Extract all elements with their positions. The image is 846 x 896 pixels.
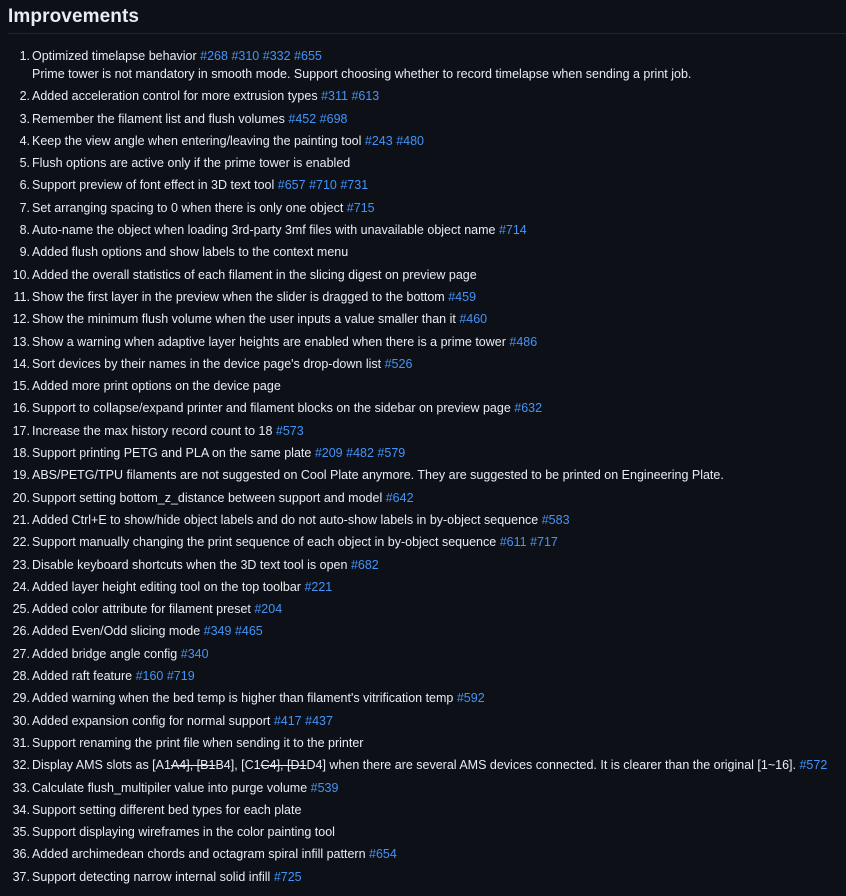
list-item (8, 734, 846, 752)
item-text: Auto-name the object when loading 3rd-party 3mf files with unavailable object name (32, 223, 496, 238)
issue-link[interactable]: #311 (321, 89, 348, 104)
item-text: Added color attribute for filament preset (32, 602, 251, 617)
issue-link[interactable]: #573 (275, 423, 304, 438)
item-number: 6. (19, 178, 30, 193)
issue-link[interactable]: #715 (346, 200, 375, 215)
item-text: Show the first layer in the preview when the slider is dragged to the bottom (32, 289, 445, 304)
issue-link[interactable]: #717 (530, 535, 558, 550)
issue-link[interactable]: #611 (499, 535, 527, 550)
item-text: Added flush options and show labels to the context menu (32, 245, 349, 260)
item-content (32, 801, 846, 819)
item-number: 1. (19, 49, 30, 63)
list-item (8, 756, 846, 774)
item-text: Sort devices by their names in the device page's drop-down list (32, 356, 382, 371)
item-text: Support manually changing the print sequence of each object in by-object sequence (32, 535, 497, 550)
list-item (8, 578, 846, 596)
item-content (32, 556, 846, 574)
item-text: Added bridge angle config (32, 646, 178, 661)
item-text: Show the minimum flush volume when the user inputs a value smaller than it (32, 312, 456, 327)
issue-link[interactable]: #243 (364, 133, 393, 148)
item-text: Calculate flush_multipiler value into purge volume (32, 780, 308, 795)
item-content (32, 756, 846, 774)
issue-link[interactable]: #486 (509, 334, 538, 349)
item-text: Show a warning when adaptive layer heights are enabled when there is a prime tower (32, 334, 506, 349)
list-item (8, 689, 846, 707)
item-text: D4] when there are several AMS devices connected. It is clearer than the original [1~16]. (306, 758, 796, 773)
issue-link[interactable]: #332 (262, 49, 291, 63)
item-text: Added warning when the bed temp is higher than filament's vitrification temp (32, 691, 454, 706)
issue-link[interactable]: #710 (309, 178, 337, 193)
issue-link[interactable]: #579 (377, 446, 406, 461)
list-item (8, 533, 846, 551)
item-content (32, 310, 846, 328)
issue-link[interactable]: #526 (384, 356, 413, 371)
item-content (32, 154, 846, 172)
issue-link[interactable]: #572 (799, 758, 828, 773)
item-number: 5. (19, 156, 30, 171)
item-text: Added more print options on the device page (32, 379, 281, 394)
item-content (32, 622, 846, 640)
item-content (32, 333, 846, 351)
list-item (8, 823, 846, 841)
item-content (32, 355, 846, 373)
list-item (8, 422, 846, 440)
item-content (32, 221, 846, 239)
item-number: 16. (12, 401, 30, 416)
item-text: Set arranging spacing to 0 when there is only one object (32, 200, 344, 215)
item-content (32, 734, 846, 752)
item-number: 22. (12, 535, 30, 550)
list-item (8, 310, 846, 328)
issue-link[interactable]: #209 (314, 446, 343, 461)
item-text: Added expansion config for normal support (32, 713, 271, 728)
item-content (32, 712, 846, 730)
list-item (8, 377, 846, 395)
issue-link[interactable]: #459 (448, 289, 477, 304)
item-number: 24. (12, 579, 30, 594)
list-item (8, 845, 846, 863)
item-text: Added raft feature (32, 669, 133, 684)
item-number: 20. (12, 490, 30, 505)
item-number: 23. (12, 557, 30, 572)
item-text: Added Even/Odd slicing mode (32, 624, 201, 639)
item-text: Added archimedean chords and octagram spiral infill pattern (32, 847, 366, 862)
list-item (8, 355, 846, 373)
item-content (32, 845, 846, 863)
item-text-struck: C4], [D1 (260, 758, 307, 773)
item-text: Support preview of font effect in 3D text tool (32, 178, 275, 193)
issue-link[interactable]: #452 (288, 111, 317, 126)
item-number: 12. (12, 312, 30, 327)
item-content (32, 667, 846, 685)
item-content (32, 533, 846, 551)
issue-link[interactable]: #632 (514, 401, 543, 416)
list-item (8, 489, 846, 507)
issue-link[interactable]: #654 (369, 847, 397, 862)
item-content (32, 132, 846, 150)
item-content (32, 489, 846, 507)
item-content (32, 87, 846, 105)
item-content (32, 399, 846, 417)
item-content (32, 377, 846, 395)
list-item (8, 712, 846, 730)
issue-link[interactable]: #592 (456, 691, 485, 706)
issue-link[interactable]: #714 (498, 223, 527, 238)
item-number: 35. (12, 825, 30, 840)
item-content (32, 422, 846, 440)
issue-link[interactable]: #437 (305, 713, 333, 728)
item-text: Increase the max history record count to 18 (32, 423, 273, 438)
list-item (8, 399, 846, 417)
item-number: 25. (12, 602, 30, 617)
item-content (32, 779, 846, 797)
item-number: 3. (19, 111, 30, 126)
list-item (8, 288, 846, 306)
item-number: 19. (12, 468, 30, 483)
issue-link[interactable]: #310 (231, 49, 260, 63)
item-number: 31. (12, 735, 30, 750)
issue-link[interactable]: #340 (180, 646, 209, 661)
item-text: Disable keyboard shortcuts when the 3D text tool is open (32, 557, 348, 572)
item-content (32, 578, 846, 596)
item-number: 28. (12, 669, 30, 684)
list-item (8, 600, 846, 618)
issue-link[interactable]: #417 (273, 713, 302, 728)
item-number: 8. (19, 223, 30, 238)
list-item (8, 667, 846, 685)
list-item (8, 243, 846, 261)
item-text: Support setting different bed types for each plate (32, 802, 302, 817)
issue-link[interactable]: #480 (396, 133, 424, 148)
issue-link[interactable]: #583 (541, 512, 570, 527)
issue-link[interactable]: #682 (350, 557, 379, 572)
item-content (32, 266, 846, 284)
list-item (8, 466, 846, 484)
list-item (8, 47, 846, 83)
item-number: 4. (19, 133, 30, 148)
item-content (32, 823, 846, 841)
list-item (8, 110, 846, 128)
item-number: 11. (13, 289, 30, 304)
item-content (32, 868, 846, 886)
item-text: B4], [C1 (215, 758, 261, 773)
item-number: 10. (12, 267, 30, 282)
item-text: Optimized timelapse behavior (32, 49, 197, 63)
list-item (8, 868, 846, 886)
list-item (8, 132, 846, 150)
issue-link[interactable]: #268 (200, 49, 228, 63)
list-item (8, 266, 846, 284)
list-item (8, 199, 846, 217)
issue-link[interactable]: #539 (310, 780, 339, 795)
item-text: Support printing PETG and PLA on the same plate (32, 446, 312, 461)
item-content (32, 288, 846, 306)
item-text: Keep the view angle when entering/leaving the painting tool (32, 133, 362, 148)
issue-link[interactable]: #349 (203, 624, 232, 639)
item-text: Flush options are active only if the prime tower is enabled (32, 156, 351, 171)
item-content (32, 199, 846, 217)
list-item (8, 622, 846, 640)
item-description: Prime tower is not mandatory in smooth mode. Support choosing whether to record timelapse when sending a print job. (32, 67, 692, 81)
item-text: Added layer height editing tool on the top toolbar (32, 579, 301, 594)
issue-link[interactable]: #719 (166, 669, 195, 684)
item-number: 34. (12, 802, 30, 817)
item-content (32, 689, 846, 707)
item-number: 26. (12, 624, 30, 639)
item-content (32, 47, 846, 83)
issue-link[interactable]: #731 (340, 178, 369, 193)
item-text: Added acceleration control for more extrusion types (32, 89, 318, 104)
item-number: 15. (12, 379, 30, 394)
item-text: Remember the filament list and flush volumes (32, 111, 285, 126)
list-item (8, 444, 846, 462)
item-content (32, 243, 846, 261)
item-number: 30. (12, 713, 30, 728)
list-item (8, 556, 846, 574)
item-content (32, 511, 846, 529)
item-text: Support setting bottom_z_distance between support and model (32, 490, 383, 505)
item-number: 36. (12, 847, 30, 862)
item-number: 21. (12, 512, 30, 527)
item-content (32, 444, 846, 462)
item-number: 7. (19, 200, 30, 215)
item-content (32, 176, 846, 194)
item-number: 33. (12, 780, 30, 795)
item-number: 18. (12, 446, 30, 461)
list-item (8, 645, 846, 663)
item-text: Support displaying wireframes in the color painting tool (32, 825, 335, 840)
list-item (8, 779, 846, 797)
issue-link[interactable]: #642 (385, 490, 414, 505)
list-item (8, 511, 846, 529)
item-number: 9. (19, 245, 30, 260)
item-content (32, 466, 846, 484)
item-number: 14. (12, 356, 30, 371)
item-number: 37. (12, 869, 30, 884)
issue-link[interactable]: #204 (254, 602, 283, 617)
list-item (8, 801, 846, 819)
item-number: 27. (12, 646, 30, 661)
improvements-list (8, 34, 846, 886)
issue-link[interactable]: #460 (459, 312, 488, 327)
section-heading: Improvements (8, 6, 140, 27)
item-text: Support to collapse/expand printer and filament blocks on the sidebar on preview page (32, 401, 511, 416)
issue-link[interactable]: #482 (346, 446, 374, 461)
issue-link[interactable]: #725 (273, 869, 302, 884)
issue-link[interactable]: #160 (135, 669, 164, 684)
item-content (32, 110, 846, 128)
item-text: Added the overall statistics of each filament in the slicing digest on preview page (32, 267, 477, 282)
issue-link[interactable]: #221 (304, 579, 333, 594)
item-number: 29. (12, 691, 30, 706)
list-item (8, 333, 846, 351)
issue-link[interactable]: #655 (294, 49, 322, 63)
issue-link[interactable]: #657 (277, 178, 306, 193)
issue-link[interactable]: #698 (319, 111, 348, 126)
list-item (8, 87, 846, 105)
item-text: Support detecting narrow internal solid infill (32, 869, 271, 884)
item-content (32, 600, 846, 618)
item-text: Support renaming the print file when sending it to the printer (32, 735, 364, 750)
list-item (8, 176, 846, 194)
item-text: Display AMS slots as [A1 (32, 758, 171, 773)
list-item (8, 221, 846, 239)
issue-link[interactable]: #613 (351, 89, 380, 104)
issue-link[interactable]: #465 (234, 624, 263, 639)
item-text: ABS/PETG/TPU filaments are not suggested on Cool Plate anymore. They are suggested to be printed on Engineering Plate. (32, 468, 724, 483)
item-number: 13. (12, 334, 30, 349)
item-number: 32. (12, 758, 30, 773)
item-text: Added Ctrl+E to show/hide object labels and do not auto-show labels in by-object sequence (32, 512, 539, 527)
item-number: 17. (12, 423, 30, 438)
item-text-struck: A4], [B1 (170, 758, 216, 773)
item-number: 2. (19, 89, 30, 104)
list-item (8, 154, 846, 172)
item-content (32, 645, 846, 663)
